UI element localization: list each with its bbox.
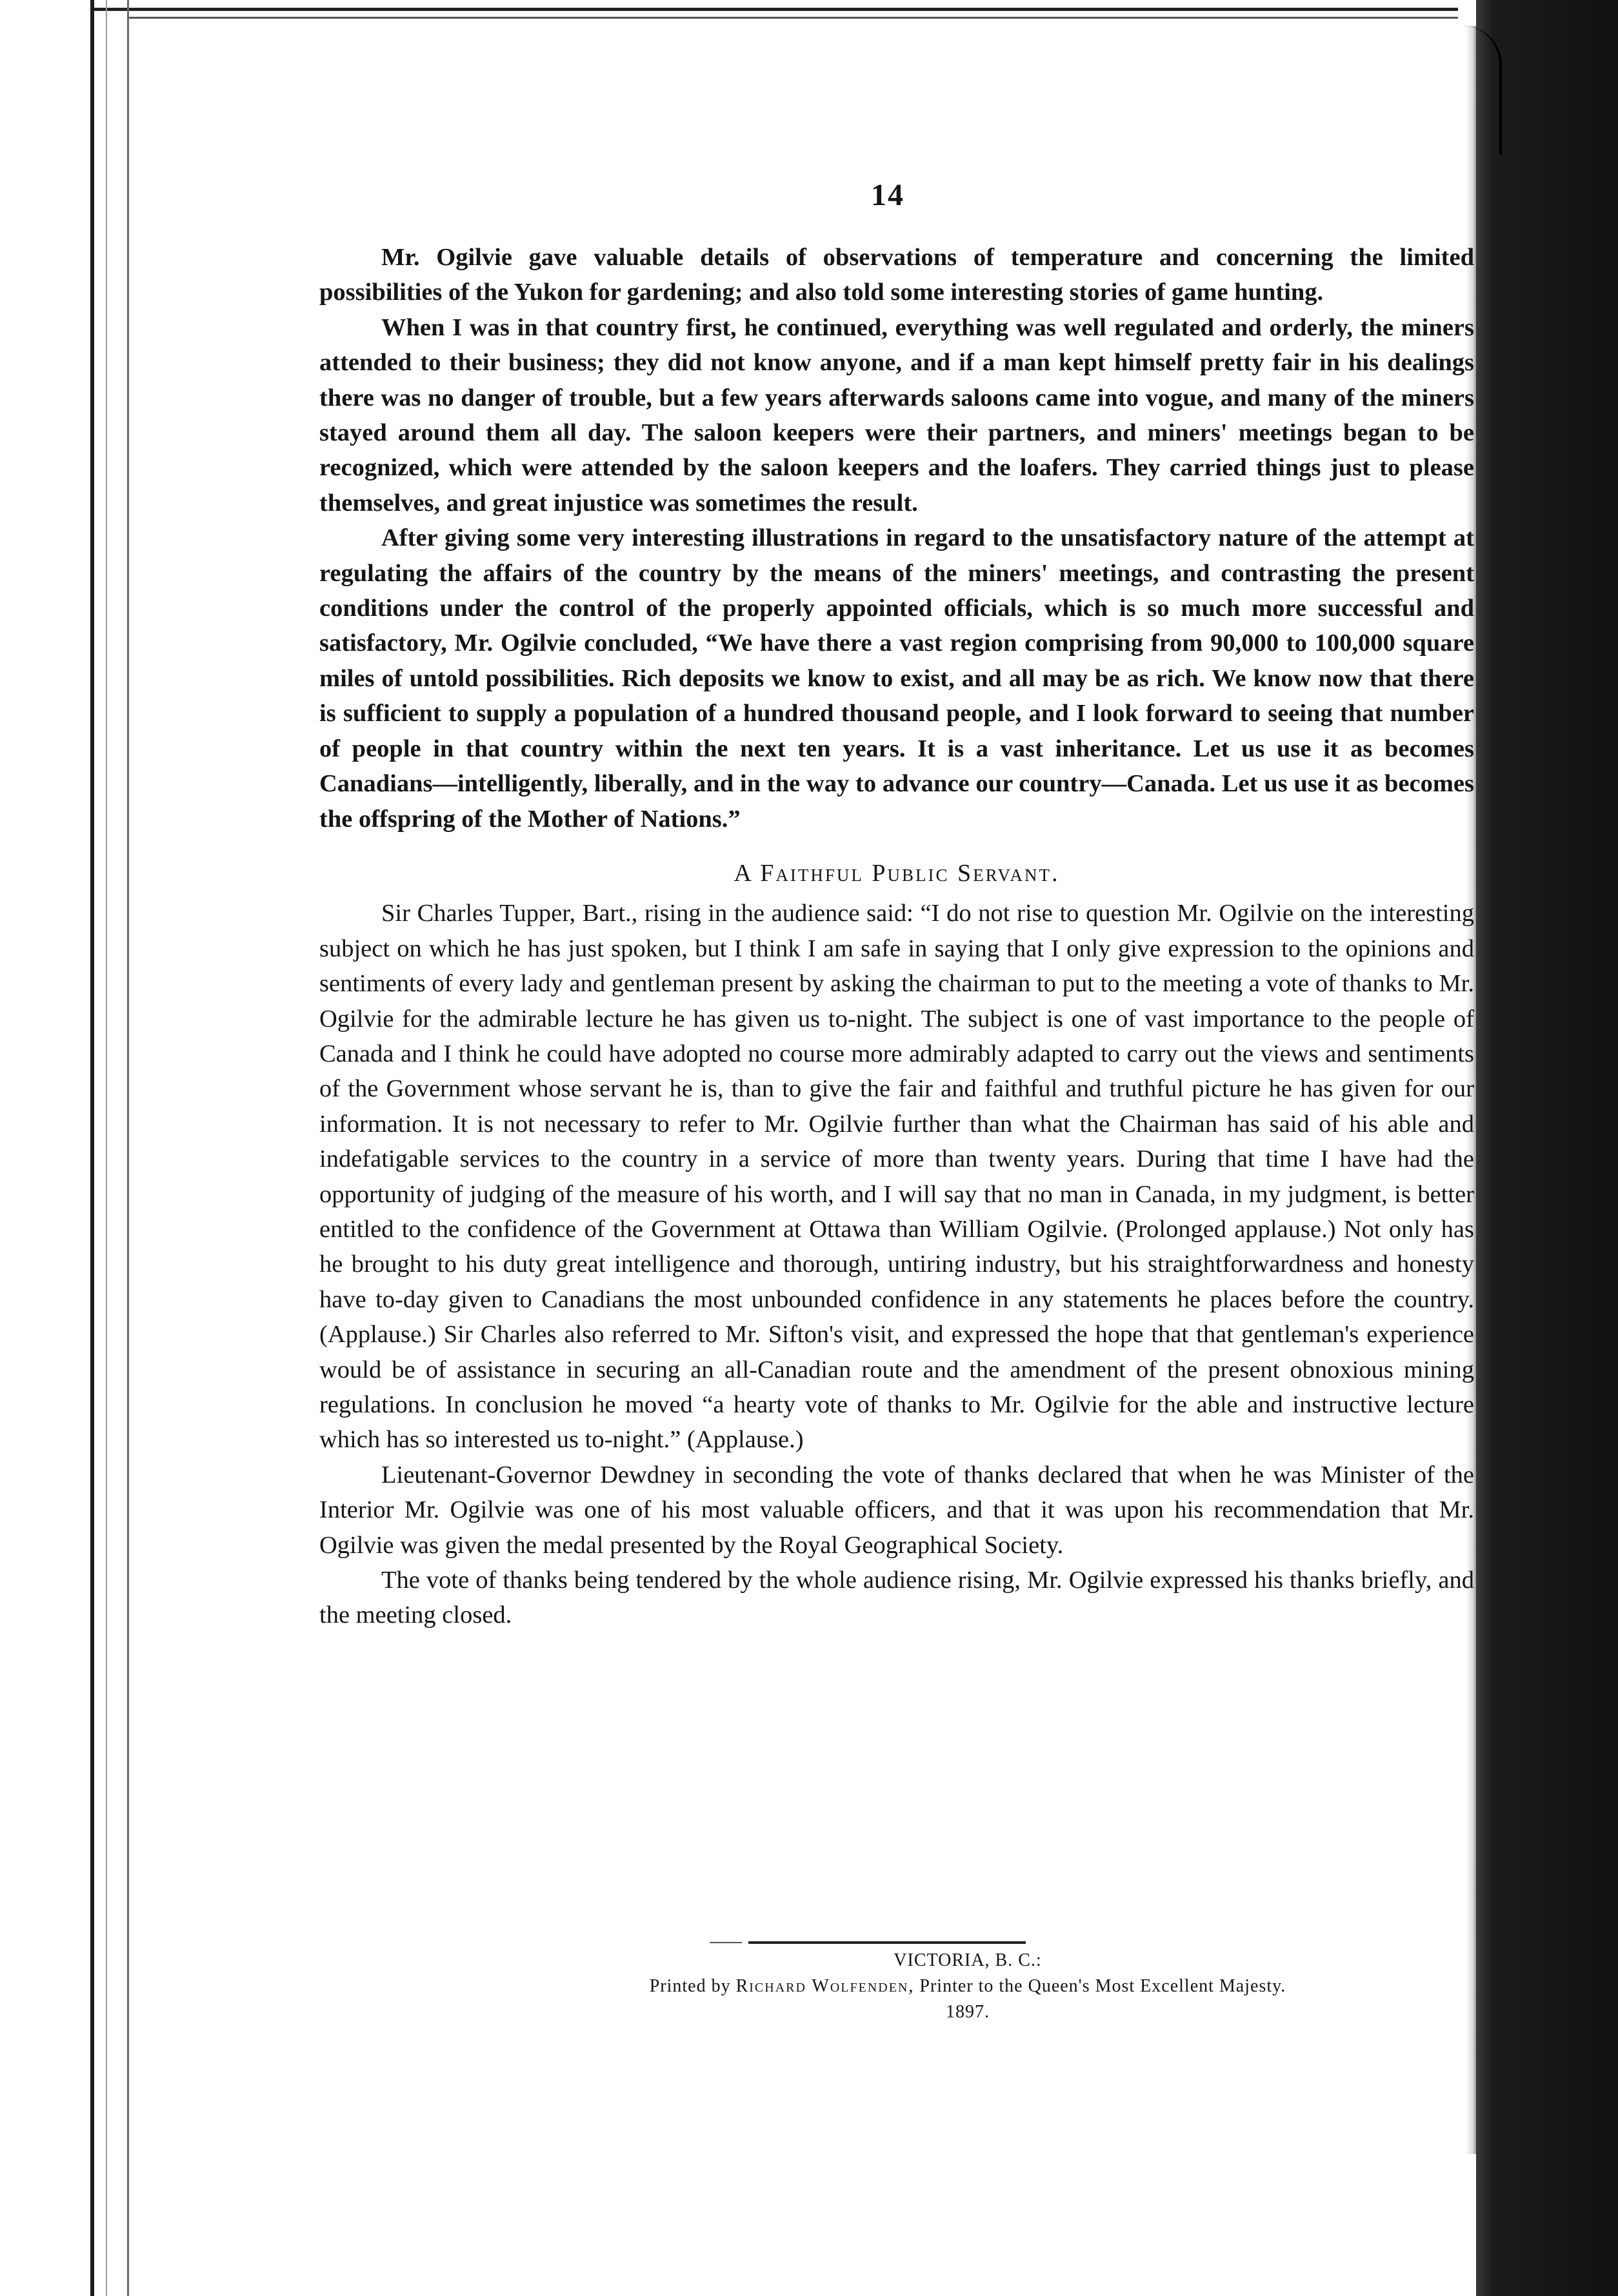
paragraph-tupper: Sir Charles Tupper, Bart., rising in the audience said: “I do not rise to question Mr. Ogilvie on the interesting subject on which he has just spoken, but I think I am safe in saying that I only give expression to the opinions and sentiments of every lady and gentleman present by asking the chairman to put to the meeting a vote of thanks to Mr. Ogilvie for the admirable lecture he has given us to-night. The subject is one of vast importance to the people of Canada and I think he could have adopted no course more admirably adapted to carry out the views and sentiments of the Government whose servant he is, than to give the fair and faithful and truthful picture he has given for our information. It is not necessary to refer to Mr. Ogilvie further than what the Chairman has said of his able and indefatigable services to the country in a service of more than twenty years. During that time I have had the opportunity of judging of the measure of his worth, and I will say that no man in Canada, in my judgment, is better entitled to the confidence of the Government at Ottawa than William Ogilvie. (Prolonged applause.) Not only has he brought to his duty great intelligence and thorough, untiring industry, but his straightforwardness and honesty have to-day given to Canadians the most unbounded confidence in any statements he places before the country. (Applause.) Sir Charles also referred to Mr. Sifton's visit, and expressed the hope that that gentleman's experience would be of assistance in securing an all-Canadian route and the amendment of the present obnoxious mining regulations. In conclusion he moved “a hearty vote of thanks to Mr. Ogilvie for the able and instructive lecture which has so interested us to-night.” (Applause.) (319, 900, 1474, 1454)
scan-top-rule-secondary (129, 17, 1458, 19)
imprint-printer (452, 1974, 1484, 1999)
paragraph-ogilvie-conclusion: After giving some very interesting illustrations in regard to the unsatisfactory nature of the attempt at regulating the affairs of the country by the means of the miners' meetings, and contrasting the present conditions under the control of the properly appointed officials, which is so much more successful and satisfactory, Mr. Ogilvie concluded, “We have there a vast region comprising from 90,000 to 100,000 square miles of untold possibilities. Rich deposits we know to exist, and all may be as rich. We know now that there is sufficient to supply a population of a hundred thousand people, and I look forward to seeing that number of people in that country within the next ten years. It is a vast inheritance. Let us use it as becomes Canadians—intelligently, liberally, and in the way to advance our country—Canada. Let us use it as becomes the offspring of the Mother of Nations.” (319, 524, 1474, 833)
imprint-printer-suffix: Printer to the Queen's Most Excellent Majesty. (919, 1976, 1286, 1996)
imprint (452, 1948, 1484, 2025)
paragraph-ogilvie-details: Mr. Ogilvie gave valuable details of observations of temperature and concerning the limited possibilities of the Yukon for gardening; and also told some interesting stories of game hunting. (319, 244, 1474, 306)
page-curl (1461, 26, 1502, 155)
paragraph-dewdney: Lieutenant-Governor Dewdney in seconding the vote of thanks declared that when he was Minister of the Interior Mr. Ogilvie was one of his most valuable officers, and that it was upon his recommendation that Mr. Ogilvie was given the medal presented by the Royal Geographical Society. (319, 1461, 1474, 1559)
imprint-printer-name: Richard Wolfenden, (735, 1976, 915, 1996)
section-heading: A Faithful Public Servant. (734, 859, 1060, 887)
imprint-printer-prefix: Printed by (649, 1976, 731, 1996)
body-text (319, 240, 1474, 1633)
imprint-year: 1897. (946, 2002, 990, 2022)
paragraph-ogilvie-country: When I was in that country first, he continued, everything was well regulated and orderly, the miners attended to their business; they did not know anyone, and if a man kept himself pretty fair in his dealings there was no danger of trouble, but a few years afterwards saloons came into vogue, and many of the miners stayed around them all day. The saloon keepers were their partners, and miners' meetings began to be recognized, which were attended by the saloon keepers and the loafers. They carried things just to please themselves, and great injustice was sometimes the result. (319, 313, 1474, 517)
page-number: 14 (871, 178, 904, 212)
footer-rule (748, 1941, 1026, 1944)
paragraph-closing: The vote of thanks being tendered by the whole audience rising, Mr. Ogilvie expressed his thanks briefly, and the meeting closed. (319, 1567, 1474, 1629)
scan-top-rule (90, 8, 1458, 11)
scan-right-shadow (1476, 0, 1618, 2296)
imprint-place: VICTORIA, B. C.: (894, 1950, 1042, 1970)
scan-left-edge (90, 0, 129, 2296)
